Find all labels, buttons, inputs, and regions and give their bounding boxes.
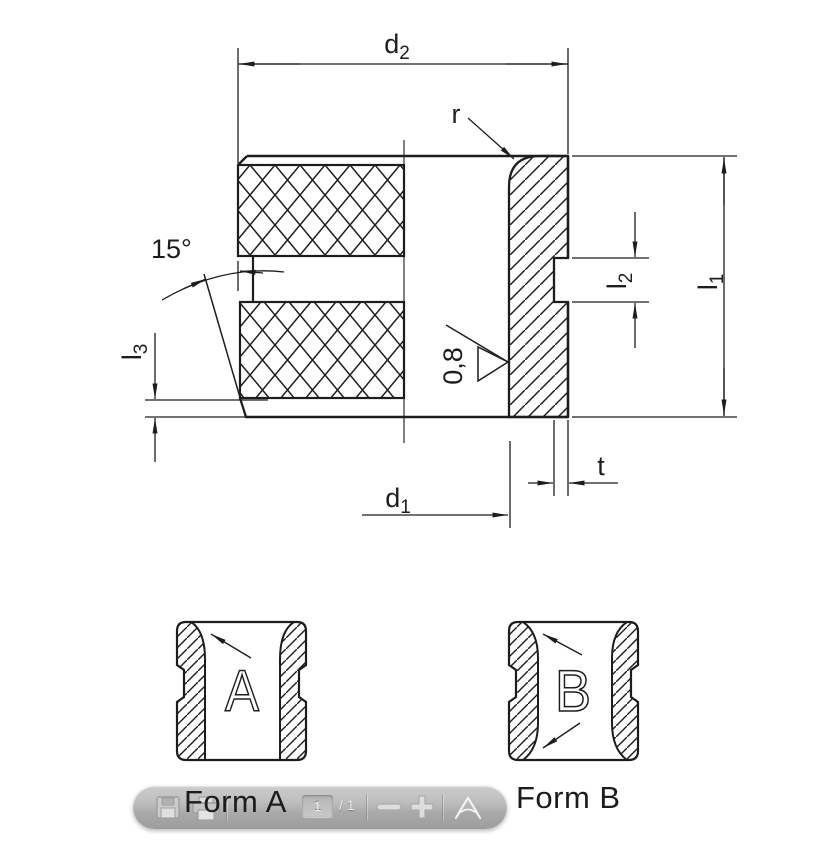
svg-text:l3: $l_3$ bbox=[117, 343, 152, 361]
print-button[interactable] bbox=[191, 795, 221, 821]
dim-label-angle: 15° bbox=[151, 234, 192, 264]
top-left-chamfer bbox=[238, 156, 247, 165]
acrobat-button[interactable] bbox=[451, 794, 485, 821]
zoom-out-button[interactable] bbox=[374, 796, 404, 818]
section-wall bbox=[509, 156, 568, 417]
pdf-floating-toolbar bbox=[133, 786, 507, 829]
plus-icon bbox=[410, 795, 434, 819]
dimension-d2 bbox=[238, 48, 568, 163]
form-b-figure bbox=[509, 622, 638, 760]
form-a-letter: A bbox=[225, 659, 260, 724]
toolbar-separator bbox=[442, 794, 443, 821]
form-a-caption: Form A bbox=[184, 784, 287, 819]
dimension-l2 bbox=[572, 212, 649, 348]
dim-label-d2: $d_2$ bbox=[384, 29, 410, 64]
form-b-letter: B bbox=[555, 659, 591, 724]
main-part-outline bbox=[238, 140, 568, 443]
dim-label-t: t bbox=[597, 451, 605, 481]
minus-icon bbox=[376, 796, 402, 818]
dimension-d1 bbox=[362, 441, 510, 528]
knurl-band-lower bbox=[240, 302, 404, 398]
dim-label-r: r bbox=[451, 99, 461, 129]
dimensions bbox=[145, 48, 737, 528]
dimension-r-leader bbox=[468, 118, 514, 159]
floppy-disk-icon bbox=[156, 796, 180, 819]
acrobat-logo-icon bbox=[453, 795, 483, 821]
page-number-input[interactable]: 1 bbox=[302, 795, 333, 817]
page-total-label: / 1 bbox=[339, 797, 355, 813]
form-a-figure bbox=[177, 622, 306, 760]
toolbar-separator bbox=[366, 794, 367, 821]
svg-text:l1: $l_1$ bbox=[693, 273, 728, 291]
dim-label-d1: $d_1$ bbox=[385, 483, 411, 518]
dim-label-l1 bbox=[693, 274, 728, 291]
dim-label-roughness bbox=[438, 347, 468, 385]
knurl-band-upper bbox=[238, 165, 404, 256]
dim-label-l3 bbox=[117, 344, 152, 361]
zoom-in-button[interactable] bbox=[408, 793, 436, 821]
printer-icon bbox=[192, 796, 220, 821]
form-b-caption: Form B bbox=[516, 780, 621, 815]
svg-text:l2: $l_2$ bbox=[602, 272, 637, 290]
save-button[interactable] bbox=[155, 795, 181, 819]
dim-label-l2 bbox=[602, 273, 637, 290]
toolbar-separator bbox=[226, 794, 227, 821]
svg-text:0,8: 0,8 bbox=[438, 347, 468, 385]
